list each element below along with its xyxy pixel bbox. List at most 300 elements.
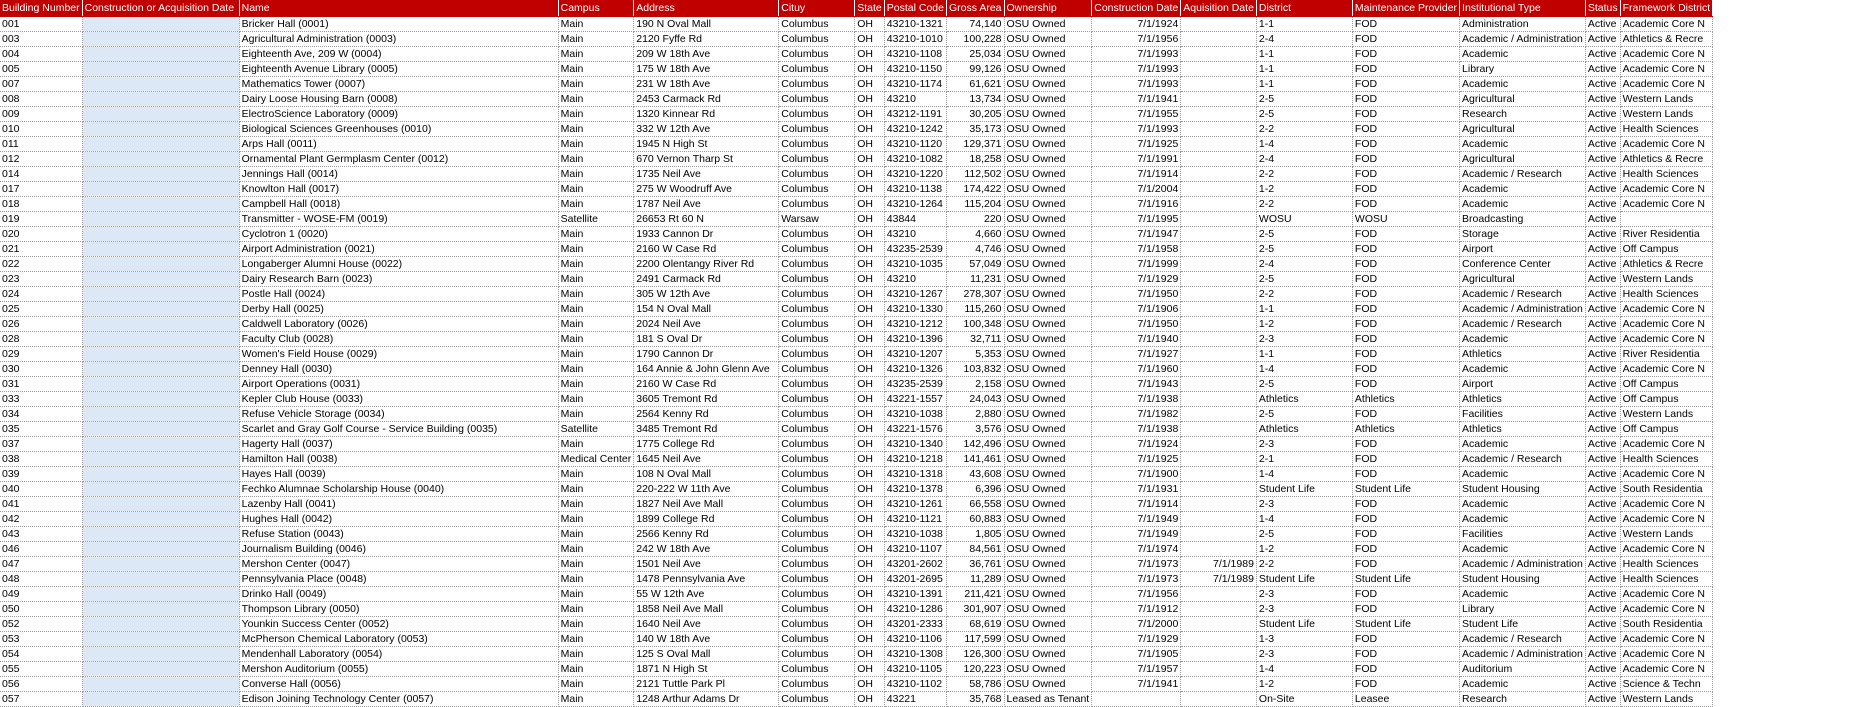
column-header-construction-or-acquisition-date[interactable]: Construction or Acquisition Date (82, 0, 239, 16)
cell-aquisition-date[interactable] (1181, 331, 1257, 346)
cell-maintenance-provider[interactable]: FOD (1352, 31, 1459, 46)
cell-gross-area[interactable]: 58,786 (946, 676, 1004, 691)
cell-cituy[interactable]: Columbus (779, 406, 855, 421)
cell-ownership[interactable]: OSU Owned (1004, 61, 1092, 76)
cell-district[interactable]: 2-2 (1256, 121, 1352, 136)
cell-construction-or-acquisition-date[interactable] (82, 481, 239, 496)
cell-ownership[interactable]: OSU Owned (1004, 226, 1092, 241)
cell-institutional-type[interactable]: Storage (1460, 226, 1586, 241)
cell-name[interactable]: Eighteenth Ave, 209 W (0004) (239, 46, 558, 61)
cell-cituy[interactable]: Columbus (779, 421, 855, 436)
cell-gross-area[interactable]: 103,832 (946, 361, 1004, 376)
cell-construction-or-acquisition-date[interactable] (82, 376, 239, 391)
cell-building-number[interactable]: 050 (0, 601, 82, 616)
cell-cituy[interactable]: Columbus (779, 361, 855, 376)
cell-district[interactable]: 2-3 (1256, 646, 1352, 661)
cell-framework-district[interactable]: Health Sciences (1620, 121, 1713, 136)
cell-ownership[interactable]: OSU Owned (1004, 556, 1092, 571)
cell-name[interactable]: Mathematics Tower (0007) (239, 76, 558, 91)
cell-construction-date[interactable]: 7/1/1993 (1092, 121, 1181, 136)
cell-ownership[interactable]: OSU Owned (1004, 91, 1092, 106)
cell-postal-code[interactable]: 43212-1191 (884, 106, 946, 121)
cell-building-number[interactable]: 054 (0, 646, 82, 661)
cell-postal-code[interactable]: 43210-1108 (884, 46, 946, 61)
cell-postal-code[interactable]: 43210-1330 (884, 301, 946, 316)
cell-aquisition-date[interactable] (1181, 46, 1257, 61)
cell-postal-code[interactable]: 43235-2539 (884, 241, 946, 256)
cell-campus[interactable]: Main (558, 361, 634, 376)
cell-framework-district[interactable]: Academic Core N (1620, 301, 1713, 316)
cell-building-number[interactable]: 017 (0, 181, 82, 196)
cell-district[interactable]: 1-2 (1256, 676, 1352, 691)
cell-framework-district[interactable]: Academic Core N (1620, 466, 1713, 481)
cell-institutional-type[interactable]: Academic / Research (1460, 316, 1586, 331)
cell-institutional-type[interactable]: Airport (1460, 376, 1586, 391)
cell-framework-district[interactable]: Academic Core N (1620, 316, 1713, 331)
cell-framework-district[interactable]: Academic Core N (1620, 46, 1713, 61)
cell-construction-date[interactable]: 7/1/2004 (1092, 181, 1181, 196)
cell-status[interactable]: Active (1585, 631, 1620, 646)
cell-address[interactable]: 1501 Neil Ave (634, 556, 779, 571)
cell-cituy[interactable]: Columbus (779, 676, 855, 691)
cell-state[interactable]: OH (855, 601, 885, 616)
cell-ownership[interactable]: OSU Owned (1004, 46, 1092, 61)
cell-state[interactable]: OH (855, 226, 885, 241)
cell-postal-code[interactable]: 43210 (884, 91, 946, 106)
cell-campus[interactable]: Main (558, 151, 634, 166)
cell-building-number[interactable]: 049 (0, 586, 82, 601)
cell-name[interactable]: Scarlet and Gray Golf Course - Service Building (0035) (239, 421, 558, 436)
cell-address[interactable]: 1790 Cannon Dr (634, 346, 779, 361)
cell-construction-or-acquisition-date[interactable] (82, 241, 239, 256)
cell-name[interactable]: Cyclotron 1 (0020) (239, 226, 558, 241)
cell-ownership[interactable]: OSU Owned (1004, 541, 1092, 556)
cell-status[interactable]: Active (1585, 526, 1620, 541)
cell-framework-district[interactable]: Academic Core N (1620, 181, 1713, 196)
cell-postal-code[interactable]: 43210-1082 (884, 151, 946, 166)
cell-construction-date[interactable]: 7/1/1958 (1092, 241, 1181, 256)
cell-construction-or-acquisition-date[interactable] (82, 181, 239, 196)
cell-district[interactable]: 1-4 (1256, 511, 1352, 526)
cell-building-number[interactable]: 010 (0, 121, 82, 136)
cell-address[interactable]: 1871 N High St (634, 661, 779, 676)
cell-ownership[interactable]: OSU Owned (1004, 601, 1092, 616)
cell-status[interactable]: Active (1585, 76, 1620, 91)
cell-institutional-type[interactable]: Academic (1460, 586, 1586, 601)
cell-name[interactable]: Edison Joining Technology Center (0057) (239, 691, 558, 706)
cell-ownership[interactable]: OSU Owned (1004, 166, 1092, 181)
cell-aquisition-date[interactable] (1181, 181, 1257, 196)
cell-campus[interactable]: Main (558, 166, 634, 181)
cell-framework-district[interactable]: Athletics & Recre (1620, 256, 1713, 271)
cell-postal-code[interactable]: 43210-1150 (884, 61, 946, 76)
cell-construction-date[interactable]: 7/1/1947 (1092, 226, 1181, 241)
cell-aquisition-date[interactable] (1181, 691, 1257, 706)
cell-building-number[interactable]: 007 (0, 76, 82, 91)
cell-gross-area[interactable]: 35,768 (946, 691, 1004, 706)
cell-cituy[interactable]: Columbus (779, 241, 855, 256)
cell-status[interactable]: Active (1585, 511, 1620, 526)
cell-status[interactable]: Active (1585, 166, 1620, 181)
cell-status[interactable]: Active (1585, 346, 1620, 361)
cell-aquisition-date[interactable] (1181, 61, 1257, 76)
cell-address[interactable]: 670 Vernon Tharp St (634, 151, 779, 166)
cell-district[interactable]: 2-4 (1256, 31, 1352, 46)
cell-aquisition-date[interactable] (1181, 166, 1257, 181)
cell-construction-or-acquisition-date[interactable] (82, 46, 239, 61)
cell-gross-area[interactable]: 43,608 (946, 466, 1004, 481)
cell-framework-district[interactable]: Off Campus (1620, 391, 1713, 406)
cell-building-number[interactable]: 021 (0, 241, 82, 256)
cell-address[interactable]: 181 S Oval Dr (634, 331, 779, 346)
cell-institutional-type[interactable]: Athletics (1460, 421, 1586, 436)
cell-campus[interactable]: Main (558, 556, 634, 571)
cell-campus[interactable]: Main (558, 526, 634, 541)
cell-construction-or-acquisition-date[interactable] (82, 556, 239, 571)
cell-maintenance-provider[interactable]: FOD (1352, 556, 1459, 571)
cell-state[interactable]: OH (855, 256, 885, 271)
cell-ownership[interactable]: OSU Owned (1004, 376, 1092, 391)
cell-gross-area[interactable]: 115,260 (946, 301, 1004, 316)
cell-name[interactable]: Denney Hall (0030) (239, 361, 558, 376)
cell-address[interactable]: 1827 Neil Ave Mall (634, 496, 779, 511)
cell-postal-code[interactable]: 43844 (884, 211, 946, 226)
cell-gross-area[interactable]: 24,043 (946, 391, 1004, 406)
cell-postal-code[interactable]: 43210-1121 (884, 511, 946, 526)
cell-status[interactable]: Active (1585, 181, 1620, 196)
cell-campus[interactable]: Main (558, 226, 634, 241)
cell-postal-code[interactable]: 43210-1326 (884, 361, 946, 376)
cell-state[interactable]: OH (855, 586, 885, 601)
cell-campus[interactable]: Main (558, 46, 634, 61)
cell-cituy[interactable]: Columbus (779, 301, 855, 316)
cell-aquisition-date[interactable] (1181, 511, 1257, 526)
cell-institutional-type[interactable]: Research (1460, 691, 1586, 706)
cell-gross-area[interactable]: 36,761 (946, 556, 1004, 571)
cell-status[interactable]: Active (1585, 496, 1620, 511)
cell-construction-or-acquisition-date[interactable] (82, 436, 239, 451)
cell-maintenance-provider[interactable]: FOD (1352, 661, 1459, 676)
cell-building-number[interactable]: 020 (0, 226, 82, 241)
cell-cituy[interactable]: Columbus (779, 616, 855, 631)
cell-framework-district[interactable]: Western Lands (1620, 691, 1713, 706)
cell-ownership[interactable]: OSU Owned (1004, 196, 1092, 211)
cell-address[interactable]: 2160 W Case Rd (634, 241, 779, 256)
cell-ownership[interactable]: OSU Owned (1004, 256, 1092, 271)
cell-address[interactable]: 2121 Tuttle Park Pl (634, 676, 779, 691)
cell-campus[interactable]: Main (558, 631, 634, 646)
cell-name[interactable]: Converse Hall (0056) (239, 676, 558, 691)
cell-institutional-type[interactable]: Facilities (1460, 406, 1586, 421)
cell-gross-area[interactable]: 3,576 (946, 421, 1004, 436)
cell-construction-date[interactable]: 7/1/1974 (1092, 541, 1181, 556)
cell-cituy[interactable]: Columbus (779, 196, 855, 211)
cell-building-number[interactable]: 014 (0, 166, 82, 181)
cell-state[interactable]: OH (855, 211, 885, 226)
cell-maintenance-provider[interactable]: FOD (1352, 601, 1459, 616)
cell-construction-date[interactable]: 7/1/1991 (1092, 151, 1181, 166)
cell-state[interactable]: OH (855, 361, 885, 376)
cell-status[interactable]: Active (1585, 196, 1620, 211)
cell-framework-district[interactable]: Western Lands (1620, 91, 1713, 106)
cell-ownership[interactable]: Leased as Tenant (1004, 691, 1092, 706)
cell-maintenance-provider[interactable]: Student Life (1352, 481, 1459, 496)
cell-district[interactable]: 1-2 (1256, 181, 1352, 196)
cell-name[interactable]: Hamilton Hall (0038) (239, 451, 558, 466)
cell-construction-or-acquisition-date[interactable] (82, 661, 239, 676)
cell-framework-district[interactable]: Health Sciences (1620, 571, 1713, 586)
cell-maintenance-provider[interactable]: FOD (1352, 361, 1459, 376)
cell-campus[interactable]: Main (558, 466, 634, 481)
cell-address[interactable]: 275 W Woodruff Ave (634, 181, 779, 196)
cell-name[interactable]: Longaberger Alumni House (0022) (239, 256, 558, 271)
cell-maintenance-provider[interactable]: FOD (1352, 226, 1459, 241)
cell-cituy[interactable]: Columbus (779, 511, 855, 526)
cell-postal-code[interactable]: 43210-1107 (884, 541, 946, 556)
cell-framework-district[interactable]: South Residentia (1620, 616, 1713, 631)
cell-construction-date[interactable] (1092, 691, 1181, 706)
cell-institutional-type[interactable]: Academic (1460, 331, 1586, 346)
cell-maintenance-provider[interactable]: FOD (1352, 166, 1459, 181)
cell-institutional-type[interactable]: Student Housing (1460, 571, 1586, 586)
cell-institutional-type[interactable]: Academic / Administration (1460, 556, 1586, 571)
cell-building-number[interactable]: 025 (0, 301, 82, 316)
cell-building-number[interactable]: 034 (0, 406, 82, 421)
cell-state[interactable]: OH (855, 31, 885, 46)
cell-construction-date[interactable]: 7/1/1993 (1092, 61, 1181, 76)
cell-aquisition-date[interactable] (1181, 481, 1257, 496)
cell-status[interactable]: Active (1585, 661, 1620, 676)
column-header-construction-date[interactable]: Construction Date (1092, 0, 1181, 16)
cell-framework-district[interactable]: Academic Core N (1620, 196, 1713, 211)
cell-state[interactable]: OH (855, 16, 885, 31)
cell-aquisition-date[interactable] (1181, 451, 1257, 466)
cell-address[interactable]: 108 N Oval Mall (634, 466, 779, 481)
cell-status[interactable]: Active (1585, 436, 1620, 451)
cell-address[interactable]: 1787 Neil Ave (634, 196, 779, 211)
cell-district[interactable]: 1-2 (1256, 316, 1352, 331)
cell-district[interactable]: 1-1 (1256, 46, 1352, 61)
cell-framework-district[interactable]: Western Lands (1620, 271, 1713, 286)
cell-campus[interactable]: Main (558, 61, 634, 76)
cell-address[interactable]: 220-222 W 11th Ave (634, 481, 779, 496)
cell-framework-district[interactable]: River Residentia (1620, 226, 1713, 241)
cell-address[interactable]: 1640 Neil Ave (634, 616, 779, 631)
cell-framework-district[interactable]: Academic Core N (1620, 661, 1713, 676)
cell-construction-date[interactable]: 7/1/1912 (1092, 601, 1181, 616)
cell-construction-date[interactable]: 7/1/1993 (1092, 46, 1181, 61)
cell-building-number[interactable]: 035 (0, 421, 82, 436)
cell-aquisition-date[interactable] (1181, 346, 1257, 361)
cell-postal-code[interactable]: 43235-2539 (884, 376, 946, 391)
cell-cituy[interactable]: Columbus (779, 181, 855, 196)
cell-cituy[interactable]: Columbus (779, 691, 855, 706)
cell-status[interactable]: Active (1585, 556, 1620, 571)
cell-state[interactable]: OH (855, 436, 885, 451)
cell-aquisition-date[interactable] (1181, 646, 1257, 661)
cell-construction-or-acquisition-date[interactable] (82, 646, 239, 661)
cell-maintenance-provider[interactable]: FOD (1352, 91, 1459, 106)
cell-cituy[interactable]: Columbus (779, 151, 855, 166)
cell-framework-district[interactable]: Academic Core N (1620, 76, 1713, 91)
cell-postal-code[interactable]: 43210-1207 (884, 346, 946, 361)
cell-building-number[interactable]: 043 (0, 526, 82, 541)
cell-construction-date[interactable]: 7/1/1940 (1092, 331, 1181, 346)
cell-ownership[interactable]: OSU Owned (1004, 586, 1092, 601)
cell-aquisition-date[interactable] (1181, 541, 1257, 556)
cell-status[interactable]: Active (1585, 256, 1620, 271)
cell-aquisition-date[interactable] (1181, 391, 1257, 406)
cell-maintenance-provider[interactable]: FOD (1352, 646, 1459, 661)
cell-building-number[interactable]: 037 (0, 436, 82, 451)
cell-status[interactable]: Active (1585, 121, 1620, 136)
cell-institutional-type[interactable]: Academic / Administration (1460, 646, 1586, 661)
cell-district[interactable]: 1-2 (1256, 541, 1352, 556)
cell-maintenance-provider[interactable]: FOD (1352, 76, 1459, 91)
cell-status[interactable]: Active (1585, 586, 1620, 601)
cell-cituy[interactable]: Columbus (779, 256, 855, 271)
cell-institutional-type[interactable]: Academic (1460, 46, 1586, 61)
cell-district[interactable]: 1-4 (1256, 466, 1352, 481)
cell-aquisition-date[interactable] (1181, 271, 1257, 286)
cell-maintenance-provider[interactable]: FOD (1352, 541, 1459, 556)
cell-institutional-type[interactable]: Conference Center (1460, 256, 1586, 271)
cell-address[interactable]: 2491 Carmack Rd (634, 271, 779, 286)
cell-postal-code[interactable]: 43210-1138 (884, 181, 946, 196)
cell-gross-area[interactable]: 30,205 (946, 106, 1004, 121)
cell-name[interactable]: Women's Field House (0029) (239, 346, 558, 361)
cell-building-number[interactable]: 003 (0, 31, 82, 46)
cell-construction-date[interactable]: 7/1/1999 (1092, 256, 1181, 271)
cell-framework-district[interactable]: Off Campus (1620, 376, 1713, 391)
column-header-building-number[interactable]: Building Number (0, 0, 82, 16)
cell-framework-district[interactable]: Academic Core N (1620, 586, 1713, 601)
cell-state[interactable]: OH (855, 331, 885, 346)
cell-ownership[interactable]: OSU Owned (1004, 466, 1092, 481)
cell-aquisition-date[interactable] (1181, 676, 1257, 691)
cell-status[interactable]: Active (1585, 571, 1620, 586)
cell-construction-or-acquisition-date[interactable] (82, 406, 239, 421)
cell-name[interactable]: Jennings Hall (0014) (239, 166, 558, 181)
cell-maintenance-provider[interactable]: Athletics (1352, 421, 1459, 436)
cell-postal-code[interactable]: 43210-1378 (884, 481, 946, 496)
cell-address[interactable]: 190 N Oval Mall (634, 16, 779, 31)
cell-name[interactable]: Thompson Library (0050) (239, 601, 558, 616)
cell-institutional-type[interactable]: Athletics (1460, 391, 1586, 406)
cell-gross-area[interactable]: 66,558 (946, 496, 1004, 511)
cell-institutional-type[interactable]: Academic (1460, 466, 1586, 481)
cell-postal-code[interactable]: 43221 (884, 691, 946, 706)
cell-name[interactable]: Mershon Auditorium (0055) (239, 661, 558, 676)
cell-address[interactable]: 1933 Cannon Dr (634, 226, 779, 241)
cell-maintenance-provider[interactable]: Leasee (1352, 691, 1459, 706)
cell-aquisition-date[interactable] (1181, 211, 1257, 226)
cell-building-number[interactable]: 055 (0, 661, 82, 676)
cell-state[interactable]: OH (855, 286, 885, 301)
cell-district[interactable]: 2-1 (1256, 451, 1352, 466)
cell-construction-date[interactable]: 7/1/1973 (1092, 571, 1181, 586)
cell-status[interactable]: Active (1585, 61, 1620, 76)
cell-ownership[interactable]: OSU Owned (1004, 646, 1092, 661)
cell-address[interactable]: 2160 W Case Rd (634, 376, 779, 391)
cell-aquisition-date[interactable]: 7/1/1989 (1181, 556, 1257, 571)
cell-building-number[interactable]: 046 (0, 541, 82, 556)
cell-aquisition-date[interactable] (1181, 361, 1257, 376)
cell-district[interactable]: 2-5 (1256, 241, 1352, 256)
cell-gross-area[interactable]: 57,049 (946, 256, 1004, 271)
cell-cituy[interactable]: Columbus (779, 571, 855, 586)
cell-maintenance-provider[interactable]: FOD (1352, 466, 1459, 481)
cell-cituy[interactable]: Columbus (779, 121, 855, 136)
cell-district[interactable]: 2-2 (1256, 196, 1352, 211)
cell-gross-area[interactable]: 84,561 (946, 541, 1004, 556)
cell-construction-date[interactable]: 7/1/1924 (1092, 436, 1181, 451)
cell-framework-district[interactable]: Health Sciences (1620, 286, 1713, 301)
cell-maintenance-provider[interactable]: FOD (1352, 346, 1459, 361)
cell-cituy[interactable]: Columbus (779, 631, 855, 646)
cell-construction-or-acquisition-date[interactable] (82, 316, 239, 331)
cell-name[interactable]: Hayes Hall (0039) (239, 466, 558, 481)
cell-status[interactable]: Active (1585, 286, 1620, 301)
cell-building-number[interactable]: 047 (0, 556, 82, 571)
cell-building-number[interactable]: 004 (0, 46, 82, 61)
cell-construction-or-acquisition-date[interactable] (82, 571, 239, 586)
cell-construction-date[interactable]: 7/1/1982 (1092, 406, 1181, 421)
cell-framework-district[interactable]: River Residentia (1620, 346, 1713, 361)
cell-construction-or-acquisition-date[interactable] (82, 106, 239, 121)
cell-building-number[interactable]: 024 (0, 286, 82, 301)
cell-state[interactable]: OH (855, 271, 885, 286)
cell-construction-or-acquisition-date[interactable] (82, 226, 239, 241)
cell-state[interactable]: OH (855, 346, 885, 361)
cell-building-number[interactable]: 028 (0, 331, 82, 346)
cell-address[interactable]: 55 W 12th Ave (634, 586, 779, 601)
cell-building-number[interactable]: 056 (0, 676, 82, 691)
cell-institutional-type[interactable]: Library (1460, 601, 1586, 616)
cell-state[interactable]: OH (855, 241, 885, 256)
cell-state[interactable]: OH (855, 661, 885, 676)
cell-maintenance-provider[interactable]: FOD (1352, 526, 1459, 541)
cell-framework-district[interactable]: Athletics & Recre (1620, 31, 1713, 46)
cell-construction-or-acquisition-date[interactable] (82, 121, 239, 136)
cell-district[interactable]: 2-4 (1256, 256, 1352, 271)
cell-construction-date[interactable]: 7/1/1941 (1092, 676, 1181, 691)
cell-address[interactable]: 3485 Tremont Rd (634, 421, 779, 436)
cell-construction-or-acquisition-date[interactable] (82, 31, 239, 46)
cell-address[interactable]: 1478 Pennsylvania Ave (634, 571, 779, 586)
cell-ownership[interactable]: OSU Owned (1004, 331, 1092, 346)
cell-gross-area[interactable]: 11,289 (946, 571, 1004, 586)
cell-building-number[interactable]: 023 (0, 271, 82, 286)
cell-framework-district[interactable]: Academic Core N (1620, 361, 1713, 376)
cell-status[interactable]: Active (1585, 421, 1620, 436)
cell-institutional-type[interactable]: Auditorium (1460, 661, 1586, 676)
cell-cituy[interactable]: Columbus (779, 586, 855, 601)
cell-district[interactable]: 2-5 (1256, 106, 1352, 121)
cell-institutional-type[interactable]: Academic / Research (1460, 451, 1586, 466)
cell-institutional-type[interactable]: Academic / Administration (1460, 31, 1586, 46)
cell-status[interactable]: Active (1585, 691, 1620, 706)
cell-framework-district[interactable]: Academic Core N (1620, 496, 1713, 511)
cell-maintenance-provider[interactable]: Student Life (1352, 571, 1459, 586)
cell-cituy[interactable]: Columbus (779, 601, 855, 616)
cell-aquisition-date[interactable] (1181, 466, 1257, 481)
cell-name[interactable]: Eighteenth Avenue Library (0005) (239, 61, 558, 76)
cell-cituy[interactable]: Warsaw (779, 211, 855, 226)
column-header-address[interactable]: Address (634, 0, 779, 16)
cell-campus[interactable]: Main (558, 496, 634, 511)
cell-maintenance-provider[interactable]: FOD (1352, 256, 1459, 271)
